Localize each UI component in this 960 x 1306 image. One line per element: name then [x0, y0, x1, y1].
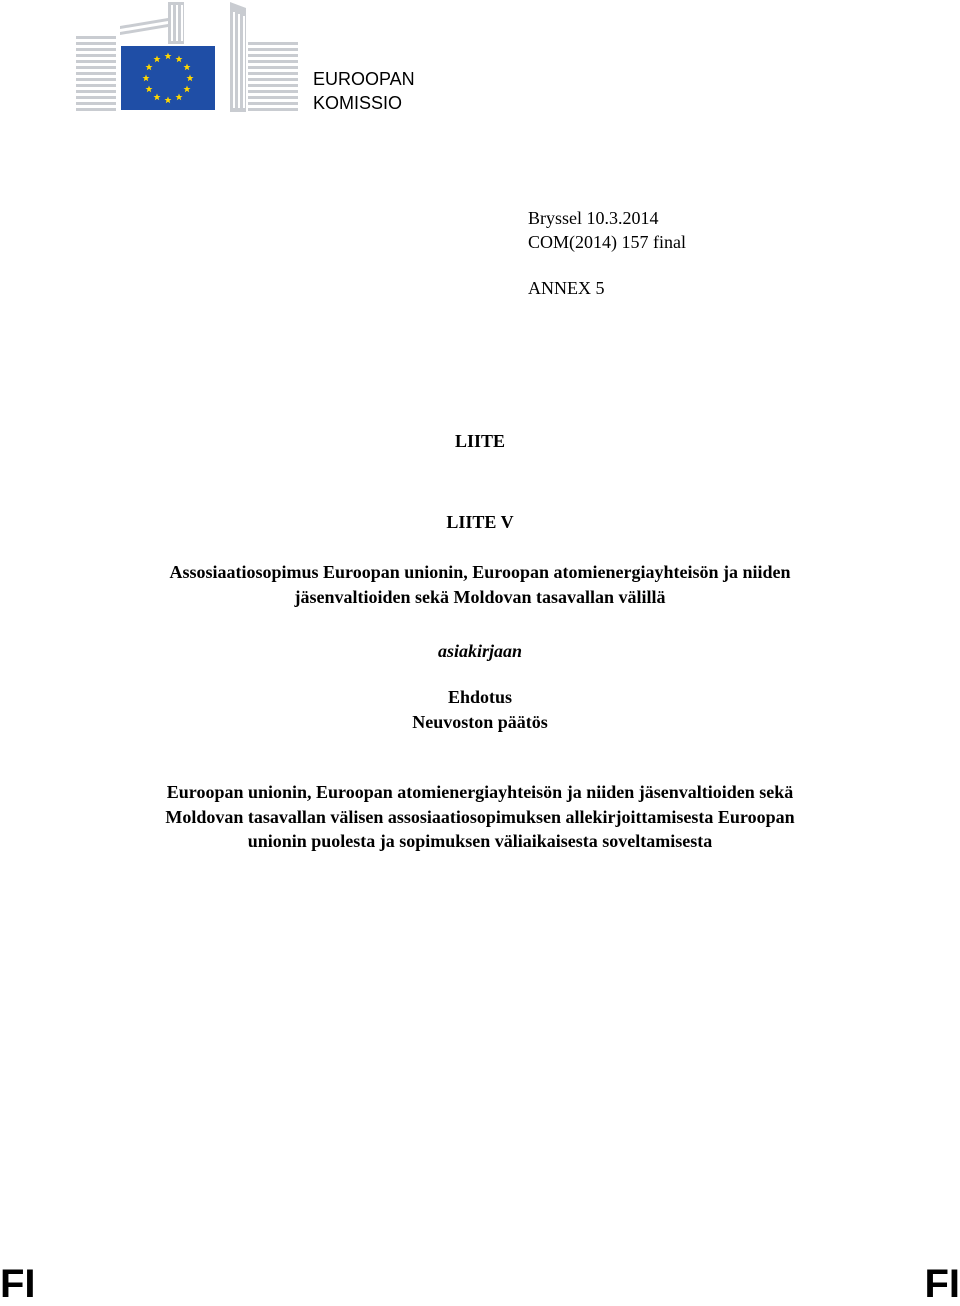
- european-commission-logo: [76, 2, 298, 112]
- decision-title: [60, 780, 900, 854]
- document-meta: [528, 206, 686, 254]
- agreement-title-line1: Assosiaatiosopimus Euroopan unionin, Euroopan atomienergiayhteisön ja niiden: [169, 562, 791, 582]
- annex-heading: LIITE: [454, 431, 506, 451]
- organisation-name: [313, 67, 415, 115]
- document-word: asiakirjaan: [437, 641, 523, 661]
- agreement-title: [0, 560, 960, 609]
- proposal-block: [0, 685, 960, 734]
- decision-label: Neuvoston päätös: [412, 711, 548, 732]
- place-date: Bryssel 10.3.2014: [528, 208, 659, 228]
- language-code-right: FI: [924, 1262, 960, 1306]
- annex-number: LIITE V: [446, 512, 514, 532]
- annex-reference: ANNEX 5: [528, 278, 605, 298]
- decision-title-line1: Euroopan unionin, Euroopan atomienergiayhteisön ja niiden jäsenvaltioiden sekä: [166, 782, 794, 802]
- decision-title-line2: Moldovan tasavallan välisen assosiaatiosopimuksen allekirjoittamisesta Euroopan: [165, 806, 795, 827]
- proposal-label: Ehdotus: [447, 687, 513, 707]
- organisation-name-line2: KOMISSIO: [313, 93, 403, 113]
- organisation-name-line1: EUROOPAN: [313, 69, 415, 89]
- agreement-title-line2: jäsenvaltioiden sekä Moldovan tasavallan välillä: [294, 586, 666, 607]
- document-number: COM(2014) 157 final: [528, 232, 686, 252]
- decision-title-line3: unionin puolesta ja sopimuksen väliaikaisesta soveltamisesta: [247, 831, 713, 851]
- language-code-left: FI: [0, 1262, 36, 1306]
